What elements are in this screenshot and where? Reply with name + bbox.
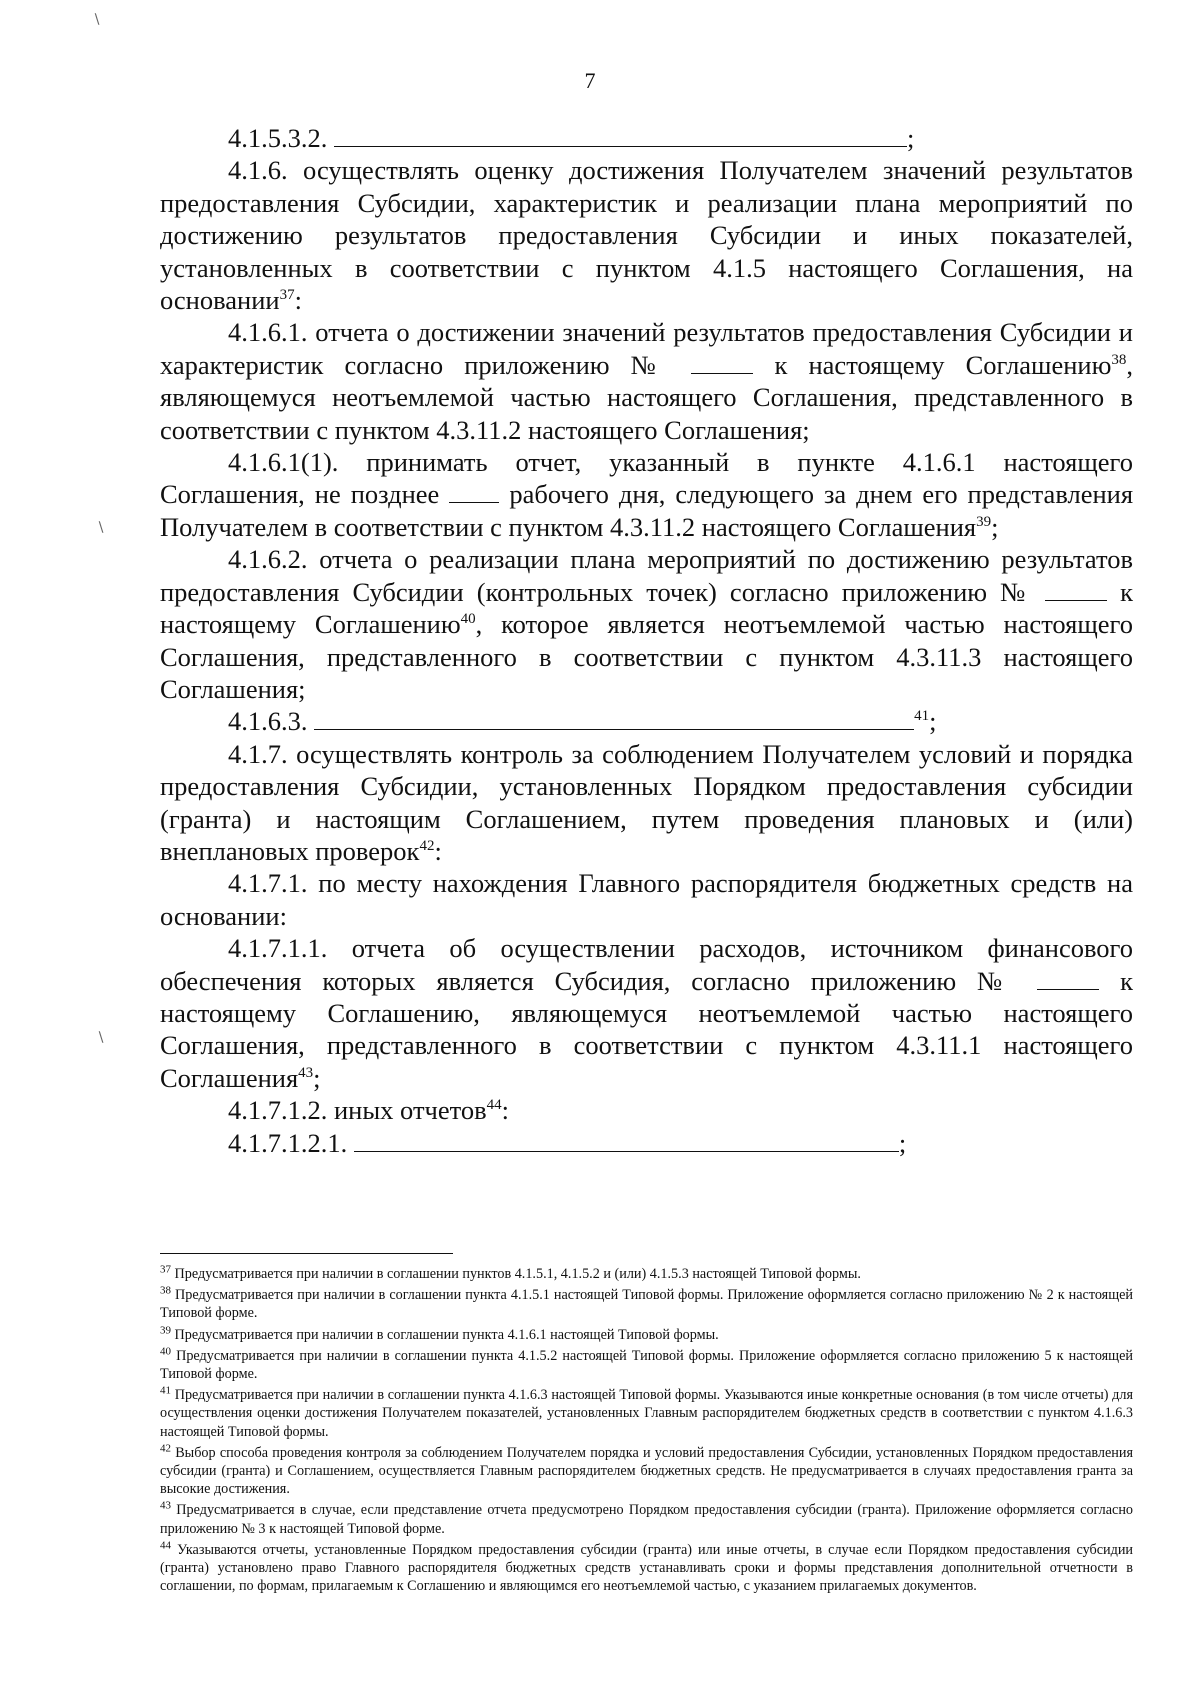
footnote-ref[interactable]: 39 [976,514,992,531]
document-body [160,122,1133,1159]
footnote-ref[interactable]: 38 [1111,352,1127,369]
blank-field[interactable] [1037,967,1099,990]
scan-artifact: ∖ [92,12,101,28]
footnote-44: $^{44}$ Указываются отчеты, установленные Порядком предоставления субсидии (гранта) или иные отчеты, в случае если Порядком предоставления субсидии (гранта) установлено право Главного распорядителя бюджетных средств устанавливать сроки и формы представления дополнительной отчетности в соглашении, по формам, прилагаемым к Соглашению и являющимся его неотъемлемой частью, с указанием прилагаемых документов. [160,1539,1133,1595]
paragraph-4-1-7: 4.1.7. осуществлять контроль за соблюдением Получателем условий и порядка предоставления Субсидии, установленных Порядком предоставления субсидии (гранта) и настоящим Соглашением, путем проведения плановых и (или) внеплановых проверок$^{42}$: [160,738,1133,866]
blank-line[interactable] [354,1127,899,1152]
footnote-ref[interactable]: 40 [460,611,476,628]
blank-field[interactable] [691,351,753,374]
footnote-38: $^{38}$ Предусматривается при наличии в соглашении пункта 4.1.5.1 настоящей Типовой формы. Приложение оформляется согласно приложению № 2 к настоящей Типовой форме. [160,1284,1134,1322]
page-number: 7 [584,68,596,93]
blank-line[interactable] [334,122,907,147]
blank-field[interactable] [449,480,499,503]
paragraph-4-1-7-1-2: 4.1.7.1.2. иных отчетов$^{44}$: [228,1095,509,1126]
footnote-40: $^{40}$ Предусматривается при наличии в соглашении пункта 4.1.5.2 настоящей Типовой формы. Приложение оформляется согласно приложению 5 к настоящей Типовой форме. [160,1345,1133,1383]
footnote-ref[interactable]: 41 [914,708,930,725]
footnote-ref[interactable]: 43 [298,1064,314,1081]
footnote-42: $^{42}$ Выбор способа проведения контроля за соблюдением Получателем порядка и условий предоставления Субсидии, установленных Порядком предоставления субсидии (гранта) и Соглашением, осуществляется Главным распорядителем бюджетных средств. Не предусматривается в случаях предоставления гранта за высокие достижения. [160,1442,1133,1498]
paragraph-4-1-6: 4.1.6. осуществлять оценку достижения Получателем значений результатов предоставления Субсидии, характеристик и реализации плана мероприятий по достижению результатов предоставления Субсидии и иных показателей, установленных в соответствии с пунктом 4.1.5 настоящего Соглашения, на основании$^{37}$: [160,155,1133,316]
footnote-ref[interactable]: 42 [419,838,435,855]
paragraph-4-1-6-1: 4.1.6.1. отчета о достижении значений результатов предоставления Субсидии и характеристик согласно приложению № к настоящему Соглашению$^{38}$, являющемуся неотъемлемой частью настоящего Соглашения, представленного в соответствии с пунктом 4.3.11.2 настоящего Соглашения; [160,317,1134,445]
footnote-41: $^{41}$ Предусматривается при наличии в соглашении пункта 4.1.6.3 настоящей Типовой формы. Указываются иные конкретные основания (в том числе отчеты) для осуществления оценки достижения Получателем показателей, установленных Главным распорядителем бюджетных средств в соответствии с пунктом 4.1.6.3 настоящей Типовой формы. [160,1384,1134,1440]
paragraph-4-1-6-3: 4.1.6.3. $^{41}$; [228,706,937,737]
scan-artifact: ∖ [96,1030,105,1046]
footnote-37: $^{37}$ Предусматривается при наличии в соглашении пунктов 4.1.5.1, 4.1.5.2 и (или) 4.1.5.3 настоящей Типовой формы. [160,1263,861,1282]
blank-field[interactable] [1045,578,1107,601]
paragraph-4-1-7-1-1: 4.1.7.1.1. отчета об осуществлении расходов, источником финансового обеспечения которых является Субсидия, согласно приложению № к настоящему Соглашению, являющемуся неотъемлемой частью настоящего Соглашения, представленного в соответствии с пунктом 4.3.11.1 настоящего Соглашения$^{43}$; [160,933,1134,1093]
scan-artifact: ∖ [96,520,105,536]
footnotes [160,1265,1133,1598]
paragraph-4-1-6-1-1: 4.1.6.1(1). принимать отчет, указанный в пункте 4.1.6.1 настоящего Соглашения, не позднее рабочего дня, следующего за днем его представления Получателем в соответствии с пунктом 4.3.11.2 настоящего Соглашения$^{39}$; [160,447,1134,542]
footnote-43: $^{43}$ Предусматривается в случае, если представление отчета предусмотрено Порядком предоставления субсидии (гранта). Приложение оформляется согласно приложению № 3 к настоящей Типовой форме. [160,1499,1134,1537]
footnote-39: $^{39}$ Предусматривается при наличии в соглашении пункта 4.1.6.1 настоящей Типовой формы. [160,1323,719,1343]
footnote-ref[interactable]: 37 [279,287,295,304]
footnote-separator [160,1253,453,1254]
paragraph-4-1-6-2: 4.1.6.2. отчета о реализации плана мероприятий по достижению результатов предоставления Субсидии (контрольных точек) согласно приложению № к настоящему Соглашению$^{40}$, которое является неотъемлемой частью настоящего Соглашения, представленного в соответствии с пунктом 4.3.11.3 настоящего Соглашения; [160,544,1134,704]
footnote-ref[interactable]: 44 [486,1097,502,1114]
paragraph-4-1-5-3-2: 4.1.5.3.2. ; [228,123,915,153]
blank-line[interactable] [314,705,914,730]
paragraph-4-1-7-1: 4.1.7.1. по месту нахождения Главного распорядителя бюджетных средств на основании: [160,868,1133,931]
paragraph-4-1-7-1-2-1: 4.1.7.1.2.1. ; [228,1127,907,1158]
